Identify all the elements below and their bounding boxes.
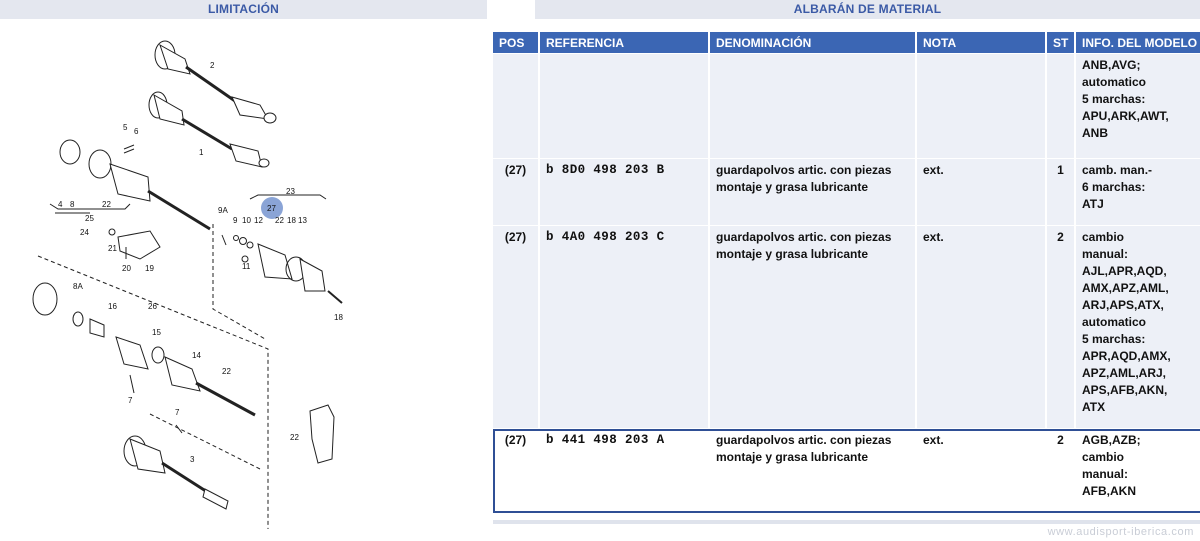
- cell-info-modelo-line: APR,AQD,AMX,: [1082, 349, 1171, 363]
- cell-denominacion: [710, 429, 915, 511]
- table-row[interactable]: [493, 159, 1200, 225]
- material-list-header: ALBARÁN DE MATERIAL: [535, 0, 1200, 19]
- cell-pos: (27): [493, 429, 538, 511]
- cell-info-modelo-line: cambio: [1082, 450, 1125, 464]
- callout-4[interactable]: 4: [58, 200, 63, 209]
- cell-info-modelo-line: ATJ: [1082, 197, 1104, 211]
- callout-14[interactable]: 14: [192, 351, 201, 360]
- grease-tube: [310, 405, 334, 463]
- callout-8A[interactable]: 8A: [73, 282, 83, 291]
- cell-info-modelo-line: ATX: [1082, 400, 1106, 414]
- cell-st: 2: [1047, 429, 1074, 511]
- cell-info-modelo-line: AMX,APZ,AML,: [1082, 281, 1169, 295]
- column-header-denominacion[interactable]: DENOMINACIÓN: [710, 32, 915, 53]
- callout-10[interactable]: 10: [242, 216, 251, 225]
- table-row[interactable]: [493, 429, 1200, 511]
- callout-11[interactable]: 11: [242, 262, 251, 271]
- cell-info-modelo: [1076, 226, 1200, 428]
- cell-info-modelo-line: cambio: [1082, 230, 1125, 244]
- callout-22[interactable]: 22: [275, 216, 284, 225]
- callout-8[interactable]: 8: [70, 200, 75, 209]
- cell-info-modelo-line: APU,ARK,AWT,: [1082, 109, 1169, 123]
- material-table: [493, 31, 1200, 512]
- drive-shaft-3: [124, 425, 228, 509]
- table-row[interactable]: [493, 54, 1200, 158]
- cell-info-modelo-line: AGB,AZB;: [1082, 433, 1141, 447]
- cell-denominacion: [710, 54, 915, 158]
- cell-info-modelo-line: automatico: [1082, 75, 1147, 89]
- callout-2[interactable]: 2: [210, 61, 215, 70]
- cell-pos: (27): [493, 159, 538, 225]
- column-header-st[interactable]: ST: [1047, 32, 1074, 53]
- table-header-row: [493, 32, 1200, 53]
- callout-9A[interactable]: 9A: [218, 206, 228, 215]
- cell-denominacion-line: guardapolvos artic. con piezas: [716, 230, 892, 244]
- cell-nota: [917, 54, 1045, 158]
- callout-21[interactable]: 21: [108, 244, 117, 253]
- callout-20[interactable]: 20: [122, 264, 131, 273]
- cell-denominacion-line: montaje y grasa lubricante: [716, 450, 869, 464]
- cell-info-modelo-line: APZ,AML,ARJ,: [1082, 366, 1166, 380]
- callout-19[interactable]: 19: [145, 264, 154, 273]
- column-header-info-modelo[interactable]: INFO. DEL MODELO: [1076, 32, 1200, 53]
- cell-referencia: [540, 54, 708, 158]
- cell-referencia: b 4A0 498 203 C: [540, 226, 708, 428]
- callout-5[interactable]: 5: [123, 123, 128, 132]
- cell-referencia: b 8D0 498 203 B: [540, 159, 708, 225]
- cell-referencia: b 441 498 203 A: [540, 429, 708, 511]
- callout-12[interactable]: 12: [254, 216, 263, 225]
- callout-24[interactable]: 24: [80, 228, 89, 237]
- cell-denominacion-line: montaje y grasa lubricante: [716, 247, 869, 261]
- cell-info-modelo-line: camb. man.-: [1082, 163, 1153, 177]
- callout-23[interactable]: 23: [286, 187, 295, 196]
- cell-denominacion-line: montaje y grasa lubricante: [716, 180, 869, 194]
- callout-1[interactable]: 1: [199, 148, 204, 157]
- cell-nota: ext.: [917, 159, 1045, 225]
- cell-denominacion: [710, 159, 915, 225]
- cell-nota: ext.: [917, 429, 1045, 511]
- limitation-header: LIMITACIÓN: [0, 0, 487, 19]
- diagram-canvas: [0, 19, 487, 541]
- cell-st: 2: [1047, 226, 1074, 428]
- column-header-nota[interactable]: NOTA: [917, 32, 1045, 53]
- cell-info-modelo: [1076, 159, 1200, 225]
- cell-denominacion-line: guardapolvos artic. con piezas: [716, 433, 892, 447]
- cell-info-modelo: [1076, 54, 1200, 158]
- exploded-parts-diagram[interactable]: [0, 19, 487, 541]
- table-row[interactable]: [493, 226, 1200, 428]
- table-bottom-border: [493, 520, 1200, 524]
- cell-info-modelo-line: AJL,APR,AQD,: [1082, 264, 1167, 278]
- cell-info-modelo-line: APS,AFB,AKN,: [1082, 383, 1168, 397]
- callout-6[interactable]: 6: [134, 127, 139, 136]
- callout-7[interactable]: 7: [175, 408, 180, 417]
- cell-info-modelo-line: manual:: [1082, 247, 1129, 261]
- callout-15[interactable]: 15: [152, 328, 161, 337]
- callout-18[interactable]: 18: [287, 216, 296, 225]
- cell-info-modelo: [1076, 429, 1200, 511]
- callout-3[interactable]: 3: [190, 455, 195, 464]
- cell-info-modelo-line: automatico: [1082, 315, 1147, 329]
- cell-nota: ext.: [917, 226, 1045, 428]
- callout-22[interactable]: 22: [290, 433, 299, 442]
- cell-denominacion-line: guardapolvos artic. con piezas: [716, 163, 892, 177]
- callout-18[interactable]: 18: [334, 313, 343, 322]
- material-table-container[interactable]: [493, 31, 1200, 527]
- callout-26[interactable]: 26: [148, 302, 157, 311]
- cell-info-modelo-line: 6 marchas:: [1082, 180, 1146, 194]
- cell-pos: [493, 54, 538, 158]
- cell-info-modelo-line: 5 marchas:: [1082, 332, 1146, 346]
- callout-27[interactable]: 27: [267, 204, 276, 213]
- cell-info-modelo-line: AFB,AKN: [1082, 484, 1136, 498]
- callout-22[interactable]: 22: [222, 367, 231, 376]
- callout-16[interactable]: 16: [108, 302, 117, 311]
- cell-info-modelo-line: ANB,AVG;: [1082, 58, 1141, 72]
- drive-shaft-assembly-lower: [33, 283, 255, 415]
- callout-7[interactable]: 7: [128, 396, 133, 405]
- cell-st: [1047, 54, 1074, 158]
- column-header-referencia[interactable]: REFERENCIA: [540, 32, 708, 53]
- cell-info-modelo-line: ARJ,APS,ATX,: [1082, 298, 1164, 312]
- callout-13[interactable]: 13: [298, 216, 307, 225]
- header-gap: [487, 0, 535, 19]
- callout-25[interactable]: 25: [85, 214, 94, 223]
- callout-9[interactable]: 9: [233, 216, 238, 225]
- cell-info-modelo-line: ANB: [1082, 126, 1108, 140]
- cell-denominacion: [710, 226, 915, 428]
- cell-pos: (27): [493, 226, 538, 428]
- column-header-pos[interactable]: POS: [493, 32, 538, 53]
- watermark-text: www.audisport-iberica.com: [1047, 526, 1194, 538]
- cell-info-modelo-line: manual:: [1082, 467, 1129, 481]
- callout-22[interactable]: 22: [102, 200, 111, 209]
- cell-st: 1: [1047, 159, 1074, 225]
- cell-info-modelo-line: 5 marchas:: [1082, 92, 1146, 106]
